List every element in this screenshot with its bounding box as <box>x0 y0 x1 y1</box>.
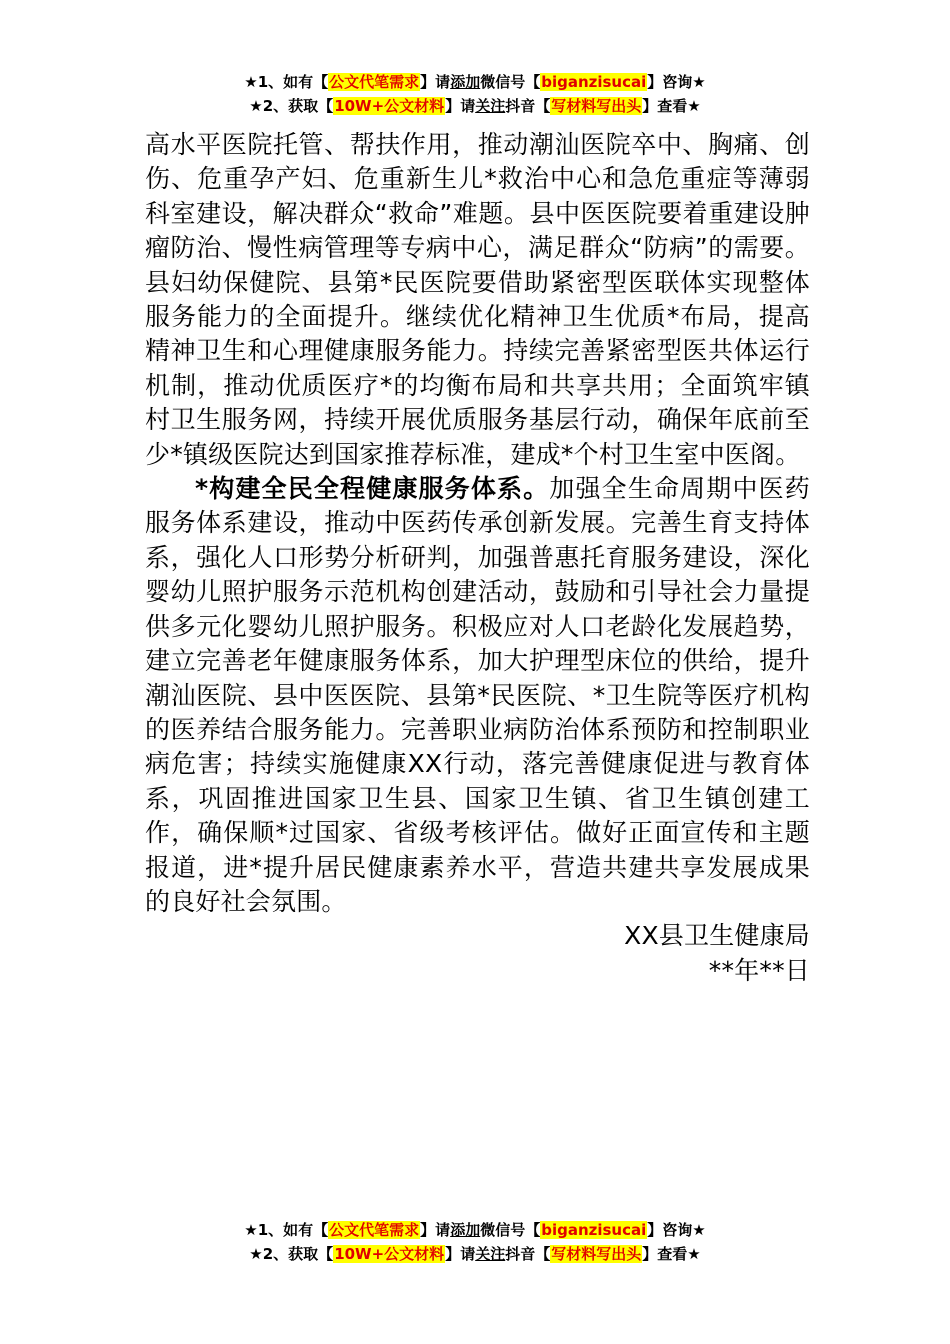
douyin-id-tag: 写材料写出头 <box>551 97 642 115</box>
banner-text: 】请 <box>420 73 451 91</box>
emphasis-text: 关注 <box>475 1245 506 1263</box>
banner-line-1 <box>0 70 950 94</box>
banner-line-2 <box>0 94 950 118</box>
banner-text: 微信号【 <box>480 73 541 91</box>
header-banner <box>0 70 950 118</box>
wechat-id-tag: biganzisucai <box>541 1221 647 1239</box>
body-paragraph-1: 高水平医院托管、帮扶作用，推动潮汕医院卒中、胸痛、创伤、危重孕产妇、危重新生儿*救治中心和急危重症等薄弱科室建设，解决群众“救命”难题。县中医医院要着重建设肿瘤防治、慢性病管理等专病中心，满足群众“防病”的需要。县妇幼保健院、县第*民医院要借助紧密型医联体实现整体服务能力的全面提升。继续优化精神卫生优质*布局，提高精神卫生和心理健康服务能力。持续完善紧密型医共体运行机制，推动优质医疗*的均衡布局和共享共用；全面筑牢镇村卫生服务网，持续开展优质服务基层行动，确保年底前至少*镇级医院达到国家推荐标准，建成*个村卫生室中医阁。 <box>145 130 810 469</box>
signature-org: XX县卫生健康局 <box>624 921 810 951</box>
highlight-tag: 公文代笔需求 <box>329 73 420 91</box>
signature-date: **年**日 <box>708 955 810 985</box>
body-paragraph-2 <box>145 472 810 919</box>
paragraph-lead-heading: *构建全民全程健康服务体系。 <box>195 474 550 504</box>
banner-text: 】请 <box>445 97 476 115</box>
paragraph-text: 加强全生命周期中医药服务体系建设，推动中医药传承创新发展。完善生育支持体系，强化人口形势分析研判，加强普惠托育服务建设，深化婴幼儿照护服务示范机构创建活动，鼓励和引导社会力量提供多元化婴幼儿照护服务。积极应对人口老龄化发展趋势，建立完善老年健康服务体系，加大护理型床位的供给，提升潮汕医院、县中医医院、县第*民医院、*卫生院等医疗机构的医养结合服务能力。完善职业病防治体系预防和控制职业病危害；持续实施健康XX行动，落完善健康促进与教育体系，巩固推进国家卫生县、国家卫生镇、省卫生镇创建工作，确保顺*过国家、省级考核评估。做好正面宣传和主题报道，进*提升居民健康素养水平，营造共建共享发展成果的良好社会氛围。 <box>145 474 810 916</box>
banner-line-2 <box>0 1242 950 1266</box>
banner-text: 】查看★ <box>642 1245 701 1263</box>
banner-line-1 <box>0 1218 950 1242</box>
banner-text: 】咨询★ <box>647 73 706 91</box>
banner-text: ★2、获取【 <box>249 97 334 115</box>
banner-text: 】请 <box>445 1245 476 1263</box>
banner-text: 微信号【 <box>480 1221 541 1239</box>
highlight-tag: 10W+公文材料 <box>334 97 445 115</box>
document-body <box>145 128 810 988</box>
banner-text: ★1、如有【 <box>244 73 329 91</box>
banner-text: 】咨询★ <box>647 1221 706 1239</box>
banner-text: 抖音【 <box>505 97 551 115</box>
highlight-tag: 公文代笔需求 <box>329 1221 420 1239</box>
banner-text: 】查看★ <box>642 97 701 115</box>
banner-text: ★1、如有【 <box>244 1221 329 1239</box>
emphasis-text: 添加 <box>450 73 481 91</box>
banner-text: ★2、获取【 <box>249 1245 334 1263</box>
banner-text: 抖音【 <box>505 1245 551 1263</box>
highlight-tag: 10W+公文材料 <box>334 1245 445 1263</box>
douyin-id-tag: 写材料写出头 <box>551 1245 642 1263</box>
footer-banner <box>0 1218 950 1266</box>
emphasis-text: 添加 <box>450 1221 481 1239</box>
wechat-id-tag: biganzisucai <box>541 73 647 91</box>
banner-text: 】请 <box>420 1221 451 1239</box>
emphasis-text: 关注 <box>475 97 506 115</box>
